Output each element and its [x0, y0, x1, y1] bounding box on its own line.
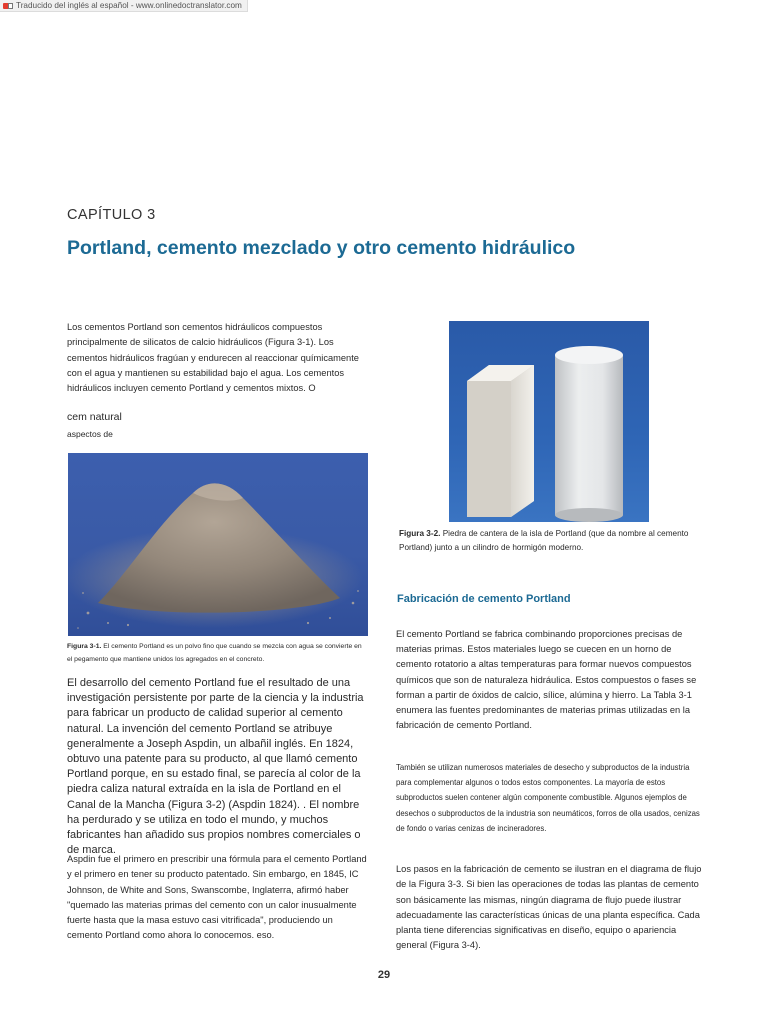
- cement-powder-photo: [68, 453, 368, 636]
- intro-fragment-2: aspectos de: [67, 429, 113, 439]
- cement-powder-illustration: [68, 453, 368, 636]
- figure-2-label: Figura 3-2.: [399, 529, 441, 538]
- intro-fragment-1: cem natural: [67, 411, 122, 423]
- chapter-title: Portland, cemento mezclado y otro cemento hidráulico: [67, 237, 576, 259]
- byproducts-paragraph: También se utilizan numerosos materiales de desecho y subproductos de la industria para complementar algunos o todos estos componentes. La mayoría de estos subproductos suelen contener algún componente combustible. Algunos ejemplos de desechos o subproductos de la industria son neumáticos, forros de olla usados, cenizas de fondo o varias cenizas de incineradores.: [396, 763, 700, 833]
- translator-icon: [3, 2, 14, 10]
- figure-1-caption: [67, 641, 367, 666]
- manufacturing-paragraph: El cemento Portland se fabrica combinando proporciones precisas de materias primas. Estos materiales luego se cuecen en un horno de cemento rotatorio a altas temperaturas para formar nuevos compuestos químicos que son de naturaleza hidráulica. Estos compuestos o fases se forman a partir de óxidos de calcio, sílice, alúmina y hierro. La Tabla 3-1 enumera las fuentes predominantes de materias primas utilizadas en la fabricación de cemento Portland.: [396, 629, 697, 731]
- portland-stone-photo: [449, 321, 649, 522]
- figure-1-caption-text: El cemento Portland es un polvo fino que cuando se mezcla con agua se convierte en el pegamento que mantiene unidos los agregados en el concreto.: [67, 643, 362, 663]
- aspdin-paragraph: Aspdin fue el primero en prescribir una fórmula para el cemento Portland y el primero en tener su producto patentado. Sin embargo, en 1845, IC Johnson, de White and Sons, Swanscombe, Inglaterra, afirmó haber "quemado las materias primas del cemento con un calor inusualmente fuerte hasta que la masa estuvo casi vitrificada", produciendo un cemento Portland como ahora lo conocemos. eso.: [67, 854, 367, 941]
- translator-banner[interactable]: [0, 0, 248, 12]
- intro-paragraph: Los cementos Portland son cementos hidráulicos compuestos principalmente de silicatos de calcio hidráulicos (Figura 3-1). Los cementos hidráulicos fragúan y endurecen al reaccionar químicamente con el agua y mantienen su estabilidad bajo el agua. Los cementos hidráulicos incluyen cemento Portland y cementos mixtos. O: [67, 322, 359, 394]
- page-number: 29: [377, 969, 391, 981]
- flow-diagram-paragraph: Los pasos en la fabricación de cemento se ilustran en el diagrama de flujo de la Figura 3-3. Si bien las operaciones de todas las plantas de cemento son básicamente las mismas, ningún diagrama de flujo puede ilustrar adecuadamente las características únicas de una planta específica. Cada planta tiene diferencias significativas en diseño, equipo o apariencia general (Figura 3-4).: [396, 864, 702, 951]
- stone-and-cylinder-illustration: [449, 321, 649, 522]
- section-heading: Fabricación de cemento Portland: [397, 593, 571, 605]
- chapter-label: CAPÍTULO 3: [67, 207, 156, 223]
- history-paragraph: El desarrollo del cemento Portland fue el resultado de una investigación persistente por parte de la ciencia y la industria para fabricar un producto de calidad superior al cemento natural. La invención del cemento Portland se atribuye generalmente a Joseph Aspdin, un albañil inglés. En 1824, obtuvo una patente para su producto, al que llamó cemento Portland porque, en su estado final, se parecía al color de la piedra caliza natural extraída en la isla de Portland en el Canal de la Mancha (Figura 3-2) (Aspdin 1824). . El nombre ha perdurado y se utiliza en todo el mundo, y muchos fabricantes han añadido sus propios nombres comerciales o de marca.: [67, 677, 364, 857]
- figure-2-caption-text: Piedra de cantera de la isla de Portland (que da nombre al cemento Portland) junto a un cilindro de hormigón moderno.: [399, 529, 689, 552]
- translator-banner-text[interactable]: Traducido del inglés al español - www.onlinedoctranslator.com: [16, 0, 242, 10]
- figure-1-label: Figura 3-1.: [67, 643, 102, 650]
- figure-2-caption: [399, 527, 689, 555]
